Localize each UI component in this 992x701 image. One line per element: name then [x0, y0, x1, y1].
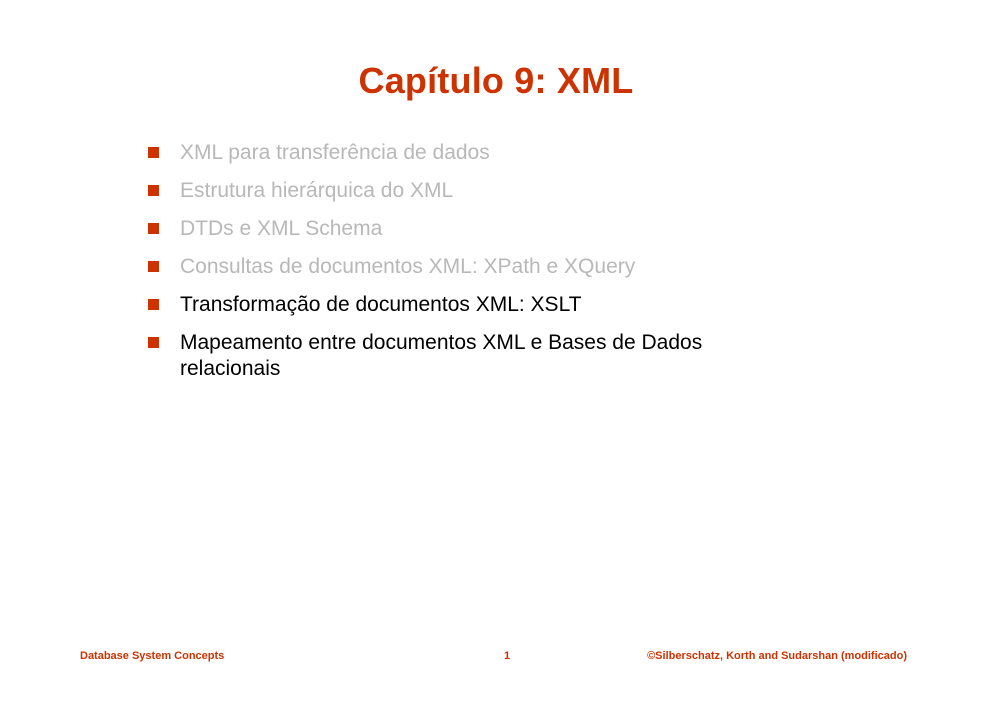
- square-bullet-icon: [148, 337, 159, 348]
- bullet-text: Consultas de documentos XML: XPath e XQuery: [180, 255, 636, 278]
- square-bullet-icon: [148, 223, 159, 234]
- bullet-item-xslt: [148, 292, 788, 318]
- bullet-text: Mapeamento entre documentos XML e Bases de Dados relacionais: [180, 331, 703, 380]
- bullet-text: XML para transferência de dados: [180, 141, 490, 164]
- bullet-text: DTDs e XML Schema: [180, 217, 383, 240]
- square-bullet-icon: [148, 261, 159, 272]
- footer-page-number: 1: [503, 650, 511, 662]
- footer-book-title: Database System Concepts: [80, 650, 225, 662]
- footer-copyright: ©Silberschatz, Korth and Sudarshan (modificado): [647, 650, 907, 662]
- bullet-item-xml-transfer: [148, 140, 788, 166]
- square-bullet-icon: [148, 185, 159, 196]
- bullet-item-dtd-schema: [148, 216, 788, 242]
- square-bullet-icon: [148, 299, 159, 310]
- bullet-list: [148, 140, 788, 394]
- bullet-text: Estrutura hierárquica do XML: [180, 179, 454, 202]
- slide-title: Capítulo 9: XML: [358, 60, 634, 101]
- bullet-item-mapping: [148, 330, 788, 382]
- bullet-item-hierarchy: [148, 178, 788, 204]
- bullet-text: Transformação de documentos XML: XSLT: [180, 293, 582, 316]
- square-bullet-icon: [148, 147, 159, 158]
- bullet-item-xpath-xquery: [148, 254, 788, 280]
